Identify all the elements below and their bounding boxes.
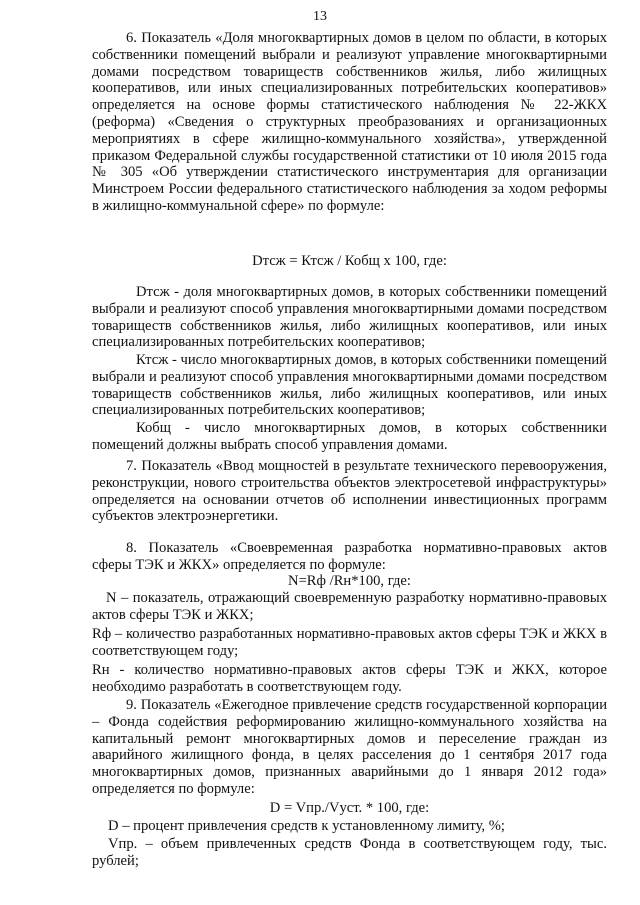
definition-vpr: Vпр. – объем привлеченных средств Фонда в соответствующем году, тыс. рублей; bbox=[92, 836, 607, 869]
formula-dtsj: Dтсж = Ктсж / Кобщ х 100, где: bbox=[252, 253, 447, 269]
definition-n: N – показатель, отражающий своевременную разработку нормативно-правовых актов сферы ТЭК и ЖКХ; bbox=[92, 590, 607, 623]
paragraph-9: 9. Показатель «Ежегодное привлечение средств государственной корпорации – Фонда содействия реформированию жилищно-коммунального хозяйства на капитальный ремонт многоквартирных домов и переселение граждан из аварийного жилищного фонда, в целях расселения до 1 сентября 2017 года многоквартирных домов, признанных аварийными до 1 января 2012 года» определяется по формуле: bbox=[92, 697, 607, 797]
definition-d: D – процент привлечения средств к установленному лимиту, %; bbox=[108, 818, 505, 834]
paragraph-6: 6. Показатель «Доля многоквартирных домов в целом по области, в которых собственники помещений выбрали и реализуют управление многоквартирными домами посредством товариществ собственников жилья, либо жилищных кооперативов, или иных специализированных потребительских кооперативов» определяется на основе формы статистического наблюдения № 22-ЖКХ (реформа) «Сведения о структурных преобразованиях и организационных мероприятиях в сфере жилищно-коммунального хозяйства», утвержденной приказом Федеральной службы государственной статистики от 10 июля 2015 года № 305 «Об утверждении статистического инструментария для организации Минстроем России федерального статистического наблюдения за ходом реформы в жилищно-коммунальной сфере» по формуле: bbox=[92, 30, 607, 214]
definition-ktsj: Ктсж - число многоквартирных домов, в которых собственники помещений выбрали и реализуют способ управления многоквартирными домами посредством товариществ собственников жилья, либо жилищных кооперативов, или иных специализированных потребительских кооперативов; bbox=[92, 352, 607, 419]
formula-d: D = Vпр./Vуст. * 100, где: bbox=[269, 800, 430, 816]
formula-n: N=Rф /Rн*100, где: bbox=[288, 573, 411, 589]
paragraph-7: 7. Показатель «Ввод мощностей в результате технического перевооружения, реконструкции, нового строительства объектов электросетевой инфраструктуры» определяется на основании отчетов об исполнении инвестиционных программ субъектов электроэнергетики. bbox=[92, 458, 607, 525]
paragraph-8: 8. Показатель «Своевременная разработка нормативно-правовых актов сферы ТЭК и ЖКХ» определяется по формуле: bbox=[92, 540, 607, 573]
definition-dtsj: Dтсж - доля многоквартирных домов, в которых собственники помещений выбрали и реализуют способ управления многоквартирными домами посредством товариществ собственников жилья, либо жилищных кооперативов, или иных специализированных потребительских кооперативов; bbox=[92, 284, 607, 351]
definition-rn: Rн - количество нормативно-правовых актов сферы ТЭК и ЖКХ, которое необходимо разработать в соответствующем году. bbox=[92, 662, 607, 695]
page-number: 13 bbox=[313, 9, 327, 24]
definition-rf: Rф – количество разработанных нормативно-правовых актов сферы ТЭК и ЖКХ в соответствующем году; bbox=[92, 626, 607, 659]
definition-kobsch: Кобщ - число многоквартирных домов, в которых собственники помещений должны выбрать способ управления домами. bbox=[92, 420, 607, 453]
